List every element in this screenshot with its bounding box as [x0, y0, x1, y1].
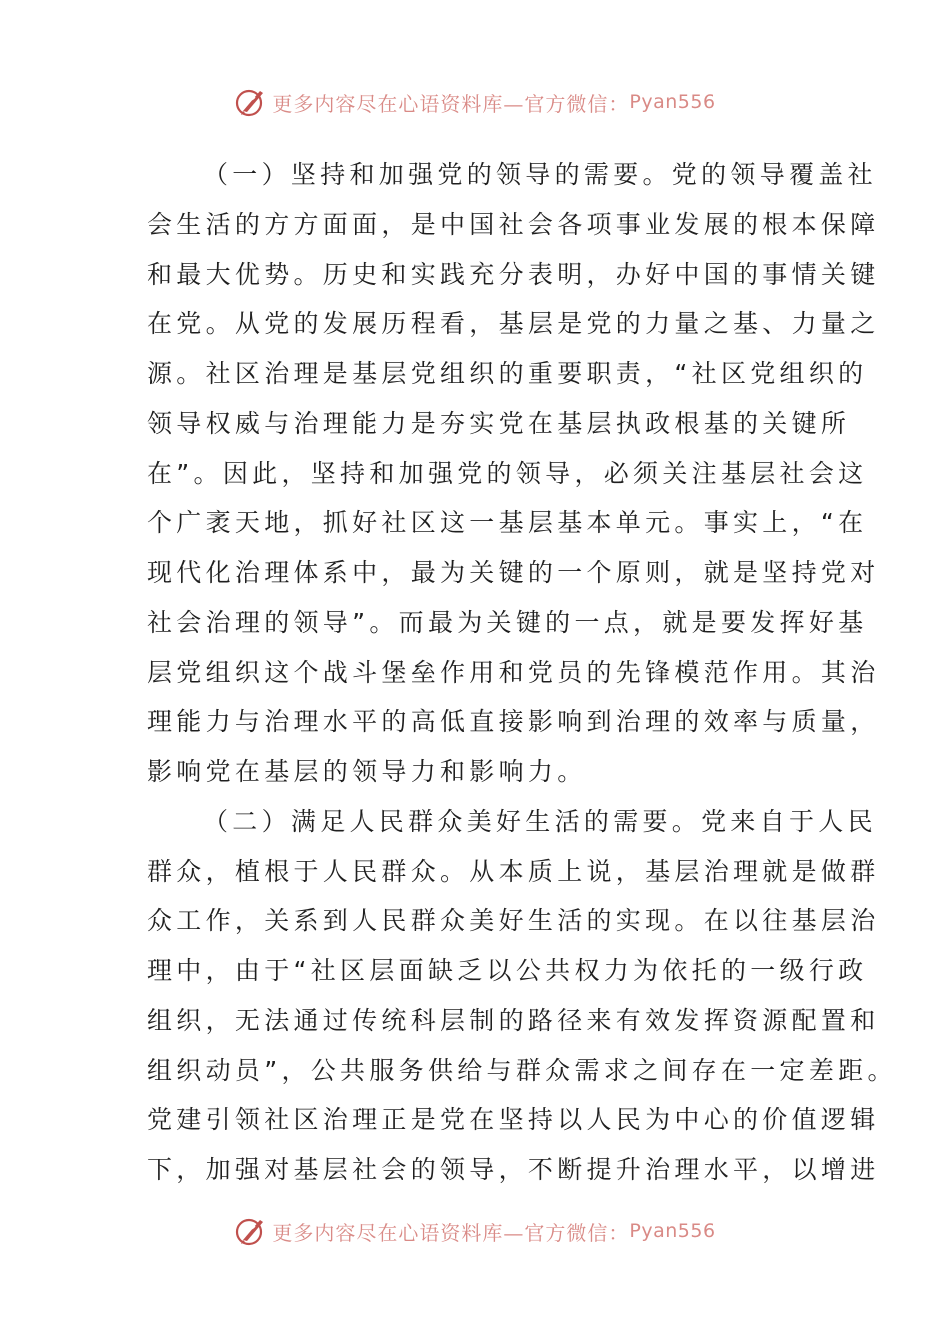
- watermark-banner-top: [0, 82, 950, 122]
- text-line: 组织，无法通过传统科层制的路径来有效发挥资源配置和: [147, 1005, 880, 1035]
- text-line: 个广袤天地，抓好社区这一基层基本单元。事实上，“在: [147, 508, 868, 538]
- text-line: 众工作，关系到人民群众美好生活的实现。在以往基层治: [147, 906, 880, 936]
- text-line: 组织动员”，公共服务供给与群众需求之间存在一定差距。: [147, 1055, 897, 1085]
- text-line: 领导权威与治理能力是夯实党在基层执政根基的关键所: [147, 408, 851, 438]
- paragraph-1: [147, 150, 880, 797]
- text-line: 会生活的方方面面，是中国社会各项事业发展的根本保障: [147, 209, 880, 239]
- text-line: 理中，由于“社区层面缺乏以公共权力为依托的一级行政: [147, 956, 868, 985]
- quill-pen-logo-icon: [234, 85, 268, 119]
- paragraph-2: [147, 797, 897, 1195]
- text-line: 党建引领社区治理正是党在坚持以人民为中心的价值逻辑: [147, 1105, 880, 1135]
- watermark-wechat-id: Pyan556: [629, 91, 716, 113]
- text-line: 源。社区治理是基层党组织的重要职责，“社区党组织的: [147, 359, 868, 388]
- text-line: 和最大优势。历史和实践充分表明，办好中国的事情关键: [147, 259, 880, 289]
- text-line: 理能力与治理水平的高低直接影响到治理的效率与质量，: [147, 707, 880, 737]
- watermark-text: 更多内容尽在心语资料库—官方微信：: [272, 1220, 630, 1245]
- text-line: 在”。因此，坚持和加强党的领导，必须关注基层社会这: [147, 458, 868, 488]
- text-line: 影响党在基层的领导力和影响力。: [147, 757, 587, 786]
- text-line: 社会治理的领导”。而最为关键的一点，就是要发挥好基: [147, 607, 868, 637]
- watermark-banner-bottom: [0, 1211, 950, 1251]
- text-line: 群众，植根于人民群众。从本质上说，基层治理就是做群: [147, 856, 880, 886]
- text-line: （二）满足人民群众美好生活的需要。党来自于人民: [203, 806, 877, 836]
- watermark-text: 更多内容尽在心语资料库—官方微信：: [272, 91, 630, 116]
- text-line: 下，加强对基层社会的领导，不断提升治理水平，以增进: [147, 1155, 880, 1184]
- document-body: [147, 150, 897, 1195]
- watermark-wechat-id: Pyan556: [629, 1220, 716, 1242]
- text-line: 层党组织这个战斗堡垒作用和党员的先锋模范作用。其治: [147, 657, 880, 687]
- text-line: 现代化治理体系中，最为关键的一个原则，就是坚持党对: [147, 558, 880, 587]
- text-line: 在党。从党的发展历程看，基层是党的力量之基、力量之: [147, 309, 880, 339]
- text-line: （一）坚持和加强党的领导的需要。党的领导覆盖社: [203, 160, 877, 189]
- quill-pen-logo-icon: [234, 1214, 268, 1248]
